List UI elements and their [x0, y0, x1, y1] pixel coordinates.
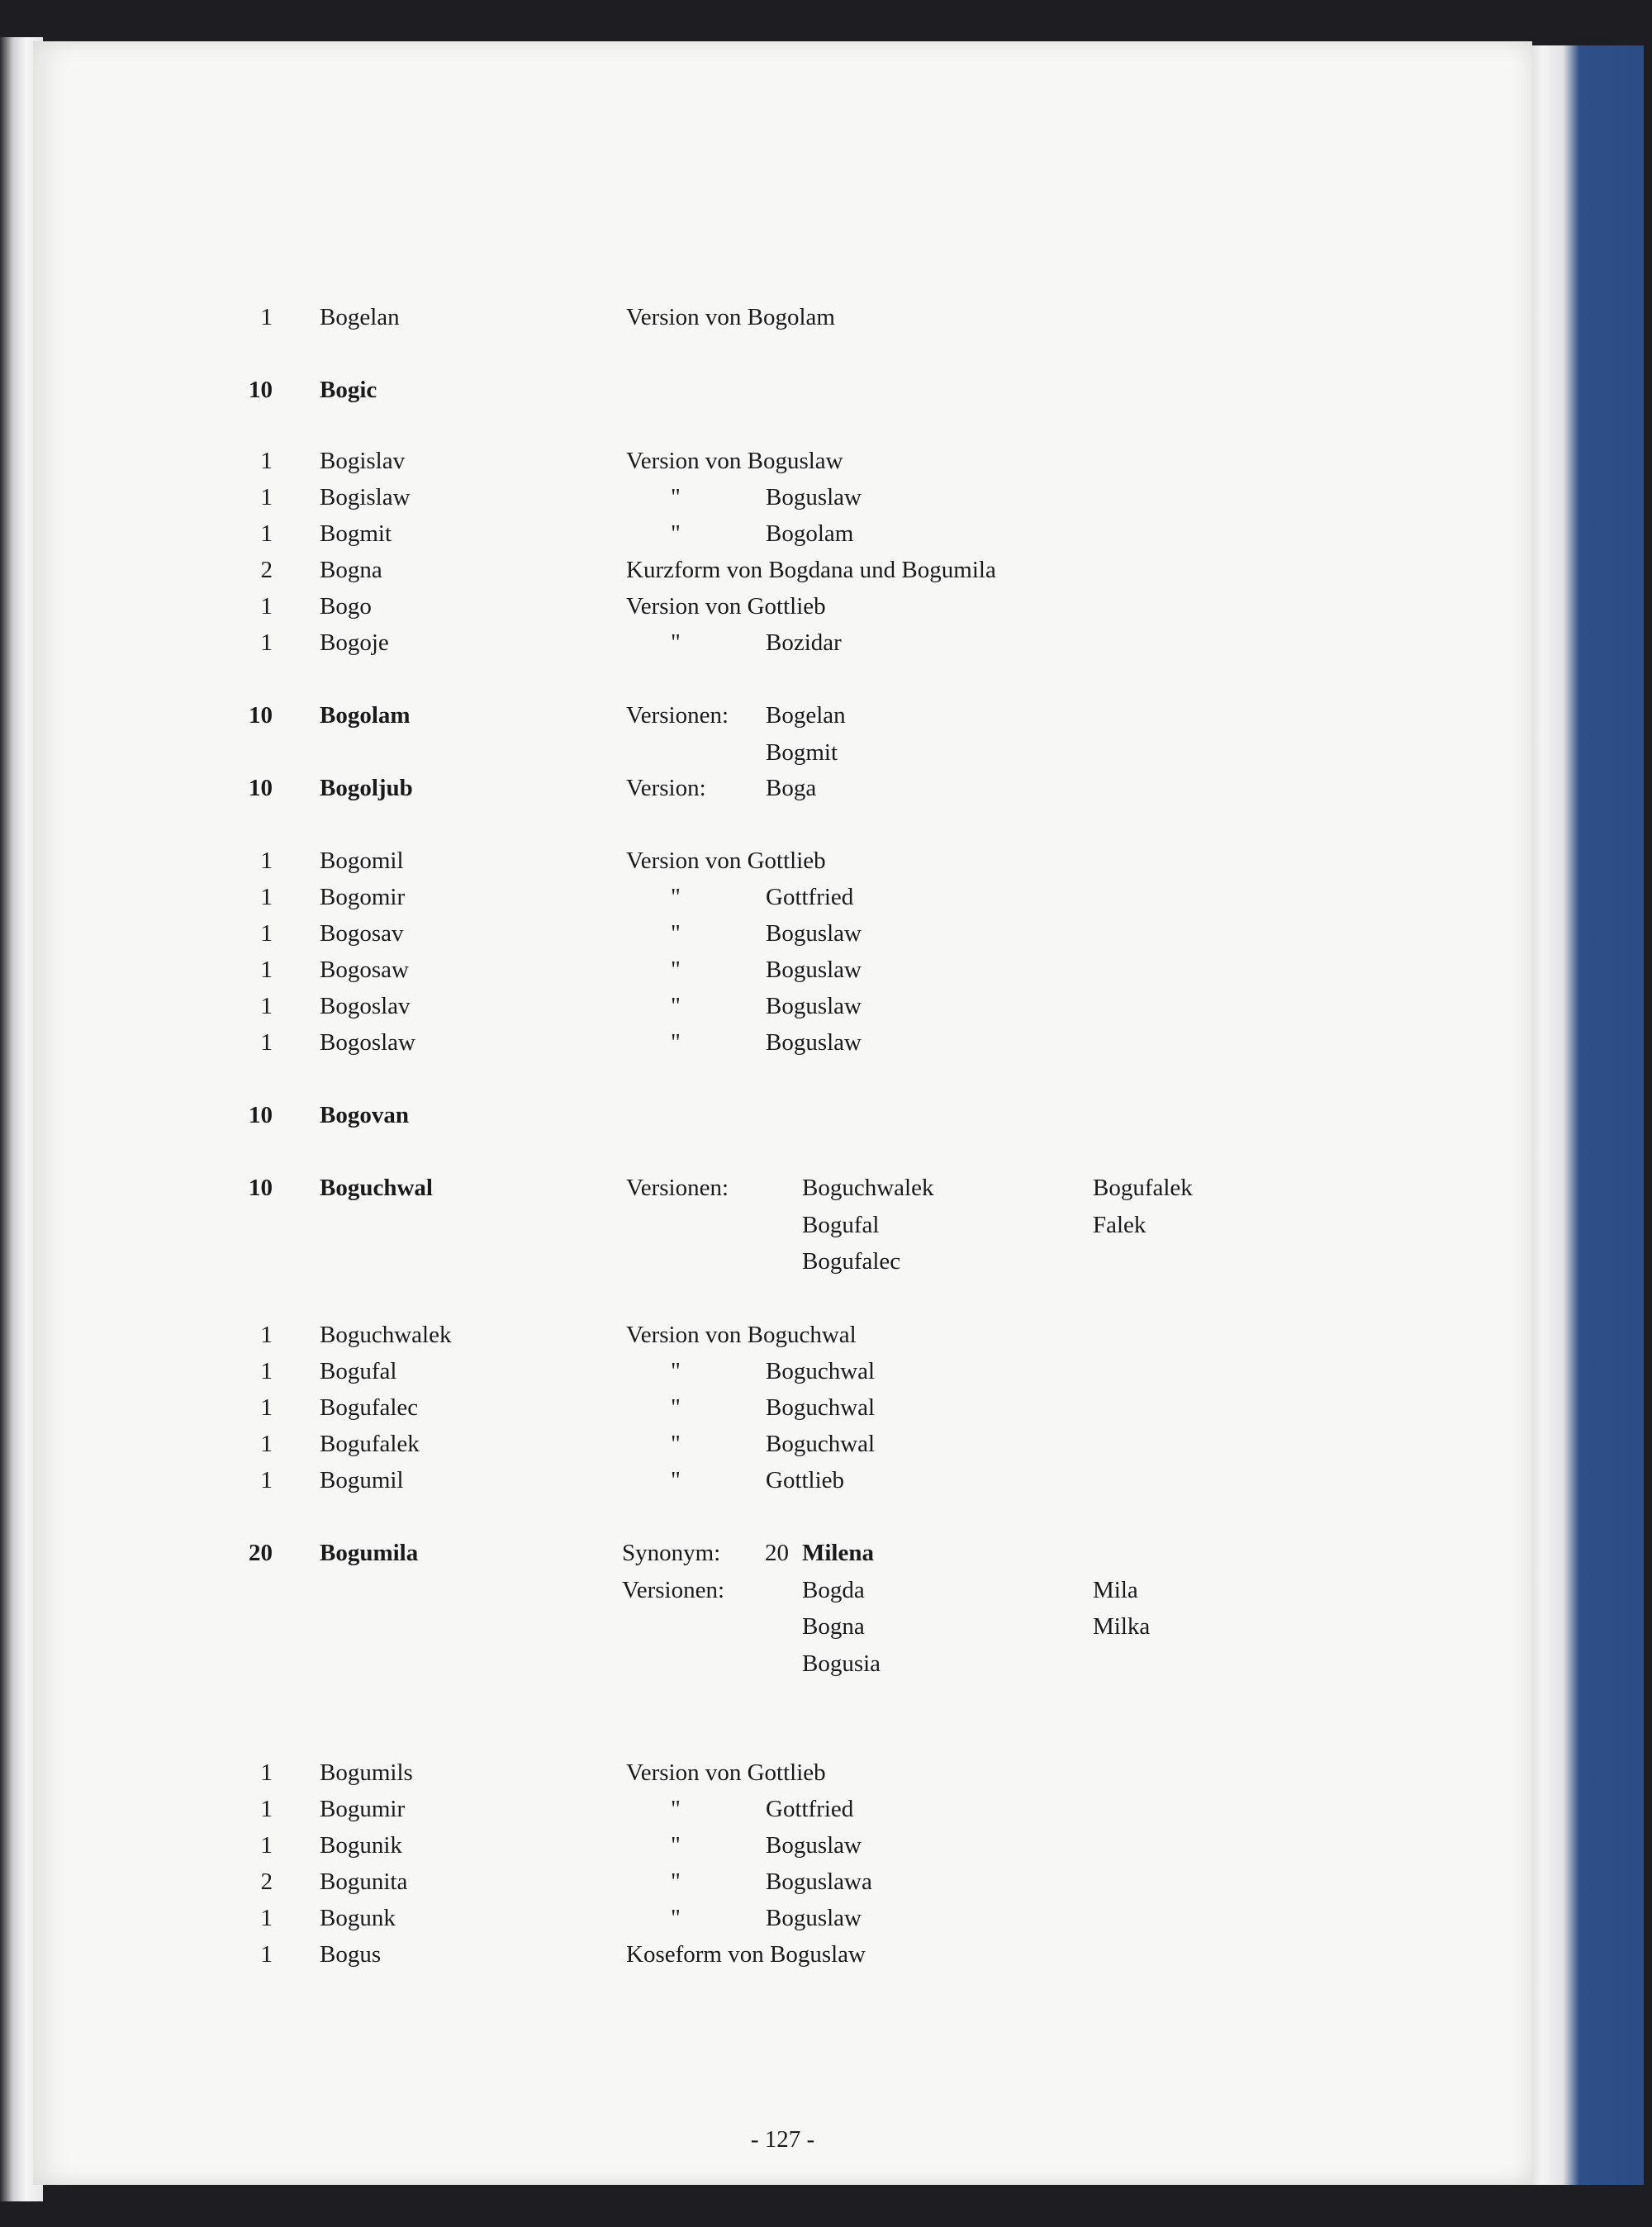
- ditto-mark: ": [671, 1796, 681, 1822]
- ditto-mark: ": [671, 1029, 681, 1056]
- entry-relation: Version von Boguslaw: [626, 448, 843, 474]
- version-name: Boga: [766, 775, 817, 801]
- entry-name: Bogumil: [320, 1467, 404, 1493]
- version-name: Bogelan: [766, 702, 846, 729]
- page-number: - 127 -: [750, 2126, 815, 2153]
- ditto-mark: ": [671, 520, 681, 547]
- entry-name: Bogolam: [320, 702, 411, 729]
- entry-name: Bogumir: [320, 1796, 406, 1822]
- entry-name: Bogelan: [320, 304, 400, 330]
- entry-count: 1: [260, 1832, 273, 1859]
- entry-row: [33, 552, 1532, 588]
- entry-row: [33, 1827, 1532, 1864]
- entry-count: 2: [260, 557, 273, 583]
- entry-count: 10: [249, 775, 273, 801]
- entry-count: 1: [260, 1431, 273, 1457]
- entry-name: Bogovan: [320, 1102, 409, 1128]
- entry-count: 1: [260, 304, 273, 330]
- entry-name: Bogo: [320, 593, 372, 620]
- entry-name: Bogunita: [320, 1868, 408, 1895]
- entry-name: Bogufalec: [320, 1394, 419, 1421]
- entry-count: 20: [249, 1540, 273, 1566]
- ditto-mark: ": [671, 1431, 681, 1457]
- entry-relation: Version von Gottlieb: [626, 848, 826, 874]
- entry-count: 1: [260, 884, 273, 910]
- version-name: Bogda: [802, 1576, 865, 1603]
- entry-count: 1: [260, 1322, 273, 1348]
- entry-name: Bogoje: [320, 629, 389, 656]
- entry-target: Boguslaw: [766, 1029, 862, 1056]
- entry-row: [33, 952, 1532, 988]
- ditto-mark: ": [671, 1467, 681, 1493]
- entry-count: 10: [249, 702, 273, 729]
- entry-count: 1: [260, 1905, 273, 1931]
- version-row: [33, 1645, 1532, 1682]
- entry-row: [33, 988, 1532, 1024]
- version-row: [33, 1170, 1532, 1206]
- entry-row: [33, 299, 1532, 335]
- entry-relation: Version von Gottlieb: [626, 593, 826, 620]
- entry-target: Boguslaw: [766, 1905, 862, 1931]
- entry-name: Bogislav: [320, 448, 406, 474]
- entry-count: 1: [260, 848, 273, 874]
- version-row: [33, 697, 1532, 734]
- entry-target: Boguchwal: [766, 1431, 876, 1457]
- version-name: Mila: [1093, 1576, 1138, 1603]
- entry-count: 2: [260, 1868, 273, 1895]
- entry-name: Bogosav: [320, 920, 404, 947]
- entry-target: Bozidar: [766, 629, 842, 656]
- entry-target: Boguslaw: [766, 484, 862, 510]
- version-name: Bogufalec: [802, 1248, 901, 1275]
- entry-name: Bogosaw: [320, 957, 409, 983]
- entry-target: Boguchwal: [766, 1394, 876, 1421]
- versions-label: Versionen:: [622, 1576, 725, 1603]
- entry-name: Bogufal: [320, 1358, 397, 1384]
- entry-count: 1: [260, 993, 273, 1019]
- entry-count: 1: [260, 1358, 273, 1384]
- ditto-mark: ": [671, 1358, 681, 1384]
- version-row: [33, 1572, 1532, 1608]
- entry-name: Boguchwal: [320, 1175, 433, 1201]
- entry-row: [33, 1317, 1532, 1353]
- entry-name: Bogic: [320, 377, 377, 403]
- entry-name: Bogomir: [320, 884, 406, 910]
- ditto-mark: ": [671, 957, 681, 983]
- entry-count: 1: [260, 1759, 273, 1786]
- entry-name: Bogufalek: [320, 1431, 420, 1457]
- entry-count: 1: [260, 1941, 273, 1968]
- version-name: Falek: [1093, 1211, 1146, 1238]
- name-entries-list: [33, 41, 1532, 2185]
- ditto-mark: ": [671, 884, 681, 910]
- entry-row: [33, 1864, 1532, 1900]
- version-name: Bogufal: [802, 1211, 880, 1238]
- version-name: Boguchwalek: [802, 1175, 934, 1201]
- entry-row: [33, 915, 1532, 952]
- entry-name: Bogna: [320, 557, 382, 583]
- versions-label: Versionen:: [626, 702, 729, 729]
- entry-count: 10: [249, 1102, 273, 1128]
- version-row: [33, 734, 1532, 771]
- entry-name: Bogumila: [320, 1540, 419, 1566]
- entry-row: [33, 1024, 1532, 1061]
- entry-target: Gottlieb: [766, 1467, 845, 1493]
- ditto-mark: ": [671, 920, 681, 947]
- entry-row: [33, 1353, 1532, 1389]
- entry-name: Bogus: [320, 1941, 382, 1968]
- entry-relation: Version von Boguchwal: [626, 1322, 857, 1348]
- entry-relation: Koseform von Boguslaw: [626, 1941, 866, 1968]
- entry-count: 1: [260, 957, 273, 983]
- entry-relation: Kurzform von Bogdana und Bogumila: [626, 557, 996, 583]
- entry-count: 10: [249, 377, 273, 403]
- version-row: [33, 770, 1532, 806]
- entry-count: 1: [260, 448, 273, 474]
- entry-name: Bogoljub: [320, 775, 413, 801]
- entry-name: Bogunik: [320, 1832, 402, 1859]
- entry-row: [33, 1755, 1532, 1791]
- entry-row: [33, 1097, 1532, 1133]
- entry-target: Boguslaw: [766, 920, 862, 947]
- entry-target: Boguslawa: [766, 1868, 872, 1895]
- entry-target: Gottfried: [766, 1796, 854, 1822]
- versions-label: Version:: [626, 775, 706, 801]
- entry-row: [33, 443, 1532, 479]
- ditto-mark: ": [671, 1394, 681, 1421]
- entry-row: [33, 372, 1532, 408]
- entry-name: Bogmit: [320, 520, 392, 547]
- entry-name: Bogislaw: [320, 484, 411, 510]
- entry-row: [33, 515, 1532, 552]
- entry-target: Gottfried: [766, 884, 854, 910]
- ditto-mark: ": [671, 1832, 681, 1859]
- entry-name: Bogoslaw: [320, 1029, 415, 1056]
- ditto-mark: ": [671, 993, 681, 1019]
- ditto-mark: ": [671, 629, 681, 656]
- version-name: Bogna: [802, 1613, 865, 1641]
- versions-label: Versionen:: [626, 1175, 729, 1201]
- entry-count: 1: [260, 920, 273, 947]
- entry-relation: Version von Bogolam: [626, 304, 835, 330]
- entry-name: Bogoslav: [320, 993, 411, 1019]
- entry-row: [33, 1426, 1532, 1462]
- entry-count: 1: [260, 1394, 273, 1421]
- ditto-mark: ": [671, 1868, 681, 1895]
- version-name: Bogmit: [766, 738, 838, 766]
- entry-row: [33, 1389, 1532, 1426]
- entry-row: [33, 879, 1532, 915]
- entry-target: Boguslaw: [766, 1832, 862, 1859]
- entry-count: 1: [260, 629, 273, 656]
- version-name: Bogusia: [802, 1650, 881, 1677]
- entry-target: Boguslaw: [766, 993, 862, 1019]
- entry-count: 1: [260, 1796, 273, 1822]
- ditto-mark: ": [671, 484, 681, 510]
- entry-row: [33, 843, 1532, 879]
- entry-name: Bogunk: [320, 1905, 396, 1931]
- entry-row: [33, 624, 1532, 661]
- synonym-count: 20: [765, 1540, 789, 1566]
- entry-row: [33, 1900, 1532, 1936]
- entry-count: 1: [260, 593, 273, 620]
- version-name: Milka: [1093, 1613, 1151, 1641]
- entry-count: 1: [260, 1029, 273, 1056]
- entry-count: 1: [260, 1467, 273, 1493]
- entry-target: Bogolam: [766, 520, 854, 547]
- entry-name: Bogumils: [320, 1759, 413, 1786]
- entry-name: Bogomil: [320, 848, 404, 874]
- version-row: [33, 1207, 1532, 1243]
- version-name: Bogufalek: [1093, 1175, 1193, 1201]
- entry-row: [33, 1791, 1532, 1827]
- entry-relation: Version von Gottlieb: [626, 1759, 826, 1786]
- entry-row: [33, 1462, 1532, 1498]
- entry-target: Boguslaw: [766, 957, 862, 983]
- entry-row: [33, 1936, 1532, 1973]
- ditto-mark: ": [671, 1905, 681, 1931]
- synonym-label: Synonym:: [622, 1540, 721, 1566]
- book-right-edge: [1520, 45, 1644, 2185]
- synonym-name: Milena: [802, 1540, 874, 1566]
- book-page: [33, 41, 1532, 2185]
- entry-count: 10: [249, 1175, 273, 1201]
- version-row: [33, 1608, 1532, 1645]
- synonym-row: [33, 1535, 1532, 1571]
- entry-count: 1: [260, 484, 273, 510]
- entry-target: Boguchwal: [766, 1358, 876, 1384]
- entry-name: Boguchwalek: [320, 1322, 452, 1348]
- entry-row: [33, 479, 1532, 515]
- entry-row: [33, 588, 1532, 624]
- entry-count: 1: [260, 520, 273, 547]
- version-row: [33, 1243, 1532, 1280]
